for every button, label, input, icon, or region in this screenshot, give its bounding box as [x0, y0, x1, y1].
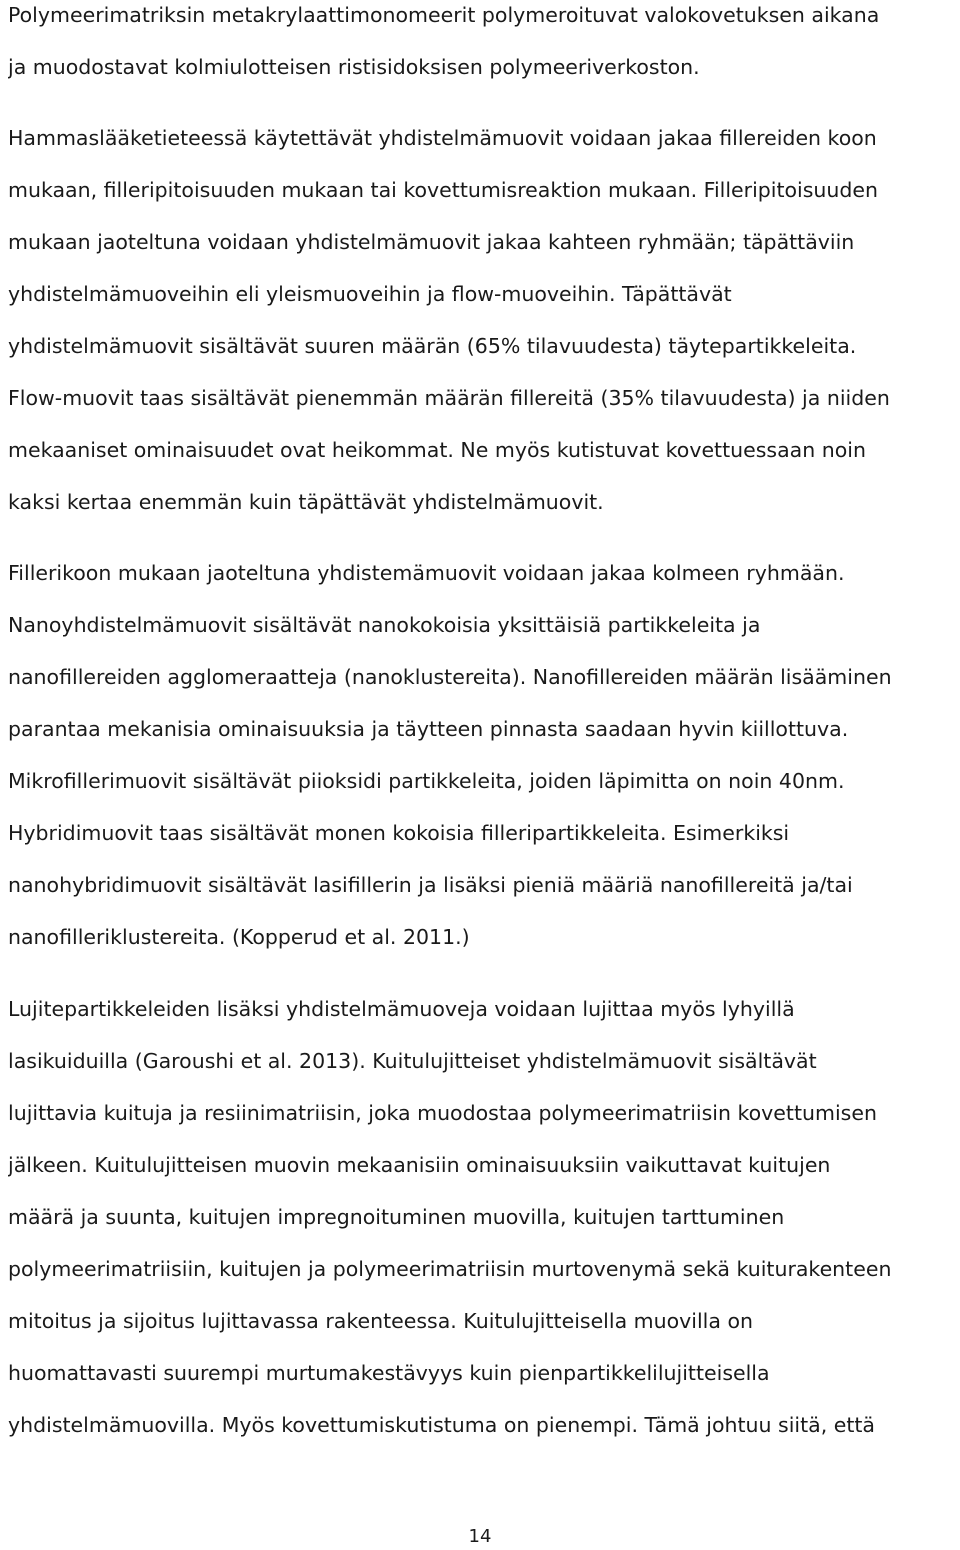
text-line: ja muodostavat kolmiulotteisen ristisidoksisen polymeeriverkoston. — [8, 55, 700, 79]
text-line: Flow-muovit taas sisältävät pienemmän määrän fillereitä (35% tilavuudesta) ja niiden — [8, 386, 890, 410]
text-line: yhdistelmämuovit sisältävät suuren määrän (65% tilavuudesta) täytepartikkeleita. — [8, 334, 857, 358]
text-line: polymeerimatriisiin, kuitujen ja polymeerimatriisin murtovenymä sekä kuiturakenteen — [8, 1257, 892, 1281]
text-line: nanofillereiden agglomeraatteja (nanoklustereita). Nanofillereiden määrän lisääminen — [8, 665, 892, 689]
text-line: mukaan jaoteltuna voidaan yhdistelmämuovit jakaa kahteen ryhmään; täpättäviin — [8, 230, 855, 254]
text-line: Polymeerimatriksin metakrylaattimonomeerit polymeroituvat valokovetuksen aikana — [8, 3, 880, 27]
text-line: Nanoyhdistelmämuovit sisältävät nanokokoisia yksittäisiä partikkeleita ja — [8, 613, 761, 637]
text-line: Fillerikoon mukaan jaoteltuna yhdistemämuovit voidaan jakaa kolmeen ryhmään. — [8, 561, 845, 585]
text-line: määrä ja suunta, kuitujen impregnoituminen muovilla, kuitujen tarttuminen — [8, 1205, 785, 1229]
text-line: nanofilleriklustereita. (Kopperud et al. 2011.) — [8, 925, 470, 949]
text-line: mitoitus ja sijoitus lujittavassa rakenteessa. Kuitulujitteisella muovilla on — [8, 1309, 753, 1333]
text-line: lasikuiduilla (Garoushi et al. 2013). Kuitulujitteiset yhdistelmämuovit sisältävät — [8, 1049, 817, 1073]
text-line: kaksi kertaa enemmän kuin täpättävät yhdistelmämuovit. — [8, 490, 604, 514]
text-line: nanohybridimuovit sisältävät lasifillerin ja lisäksi pieniä määriä nanofillereitä ja/tai — [8, 873, 853, 897]
text-line: mukaan, filleripitoisuuden mukaan tai kovettumisreaktion mukaan. Filleripitoisuuden — [8, 178, 879, 202]
text-line: yhdistelmämuoveihin eli yleismuoveihin ja flow-muoveihin. Täpättävät — [8, 282, 732, 306]
text-line: huomattavasti suurempi murtumakestävyys kuin pienpartikkelilujitteisella — [8, 1361, 770, 1385]
page-number: 14 — [468, 1526, 492, 1547]
text-line: Hybridimuovit taas sisältävät monen kokoisia filleripartikkeleita. Esimerkiksi — [8, 821, 790, 845]
text-line: Mikrofillerimuovit sisältävät piioksidi partikkeleita, joiden läpimitta on noin 40nm. — [8, 769, 845, 793]
text-line: parantaa mekanisia ominaisuuksia ja täytteen pinnasta saadaan hyvin kiillottuva. — [8, 717, 849, 741]
text-line: Hammaslääketieteessä käytettävät yhdistelmämuovit voidaan jakaa fillereiden koon — [8, 126, 877, 150]
text-line: lujittavia kuituja ja resiinimatriisin, joka muodostaa polymeerimatriisin kovettumisen — [8, 1101, 877, 1125]
text-line: jälkeen. Kuitulujitteisen muovin mekaanisiin ominaisuuksiin vaikuttavat kuitujen — [8, 1153, 831, 1177]
text-line: Lujitepartikkeleiden lisäksi yhdistelmämuoveja voidaan lujittaa myös lyhyillä — [8, 997, 795, 1021]
text-line: mekaaniset ominaisuudet ovat heikommat. Ne myös kutistuvat kovettuessaan noin — [8, 438, 866, 462]
text-line: yhdistelmämuovilla. Myös kovettumiskutistuma on pienempi. Tämä johtuu siitä, että — [8, 1413, 875, 1437]
